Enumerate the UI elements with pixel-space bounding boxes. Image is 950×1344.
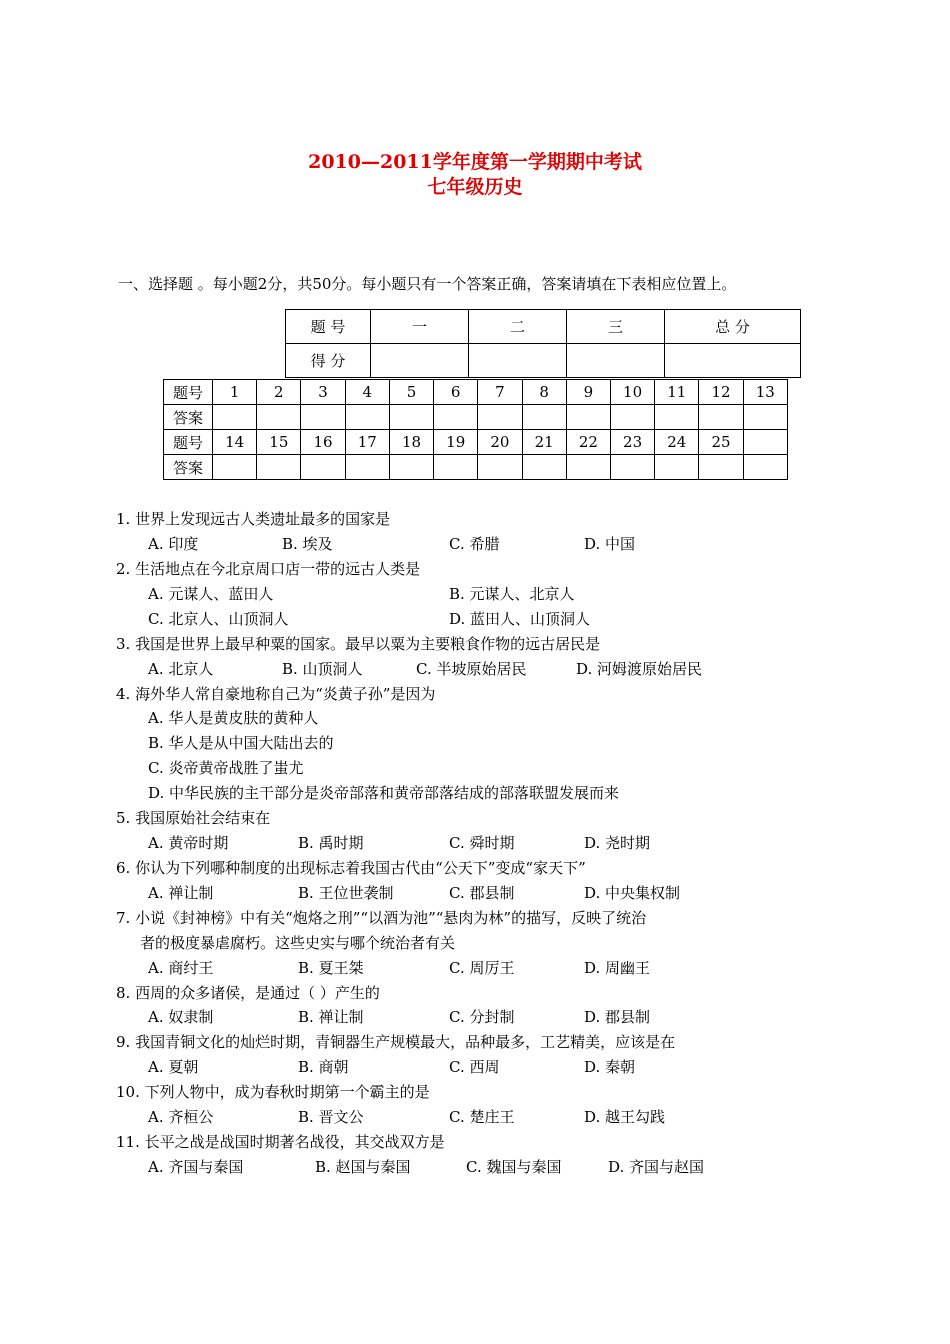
- answer-cell[interactable]: [301, 405, 345, 430]
- score-row-label: 得 分: [286, 344, 371, 378]
- question-4: 4. 海外华人常自豪地称自己为“炎黄子孙”是因为: [116, 685, 436, 703]
- q5-option-a: A. 黄帝时期: [148, 834, 229, 852]
- answer-cell[interactable]: [743, 405, 787, 430]
- question-number: 23: [610, 430, 654, 455]
- question-number: 7: [478, 380, 522, 405]
- answer-cell[interactable]: [301, 455, 345, 480]
- question-number: 15: [257, 430, 301, 455]
- question-number: 8: [522, 380, 566, 405]
- q1-option-c: C. 希腊: [449, 535, 500, 553]
- question-number: 3: [301, 380, 345, 405]
- answer-cell[interactable]: [655, 455, 699, 480]
- q4-option-c: C. 炎帝黄帝战胜了蚩尤: [148, 759, 304, 777]
- question-11: 11. 长平之战是战国时期著名战役，其交战双方是: [116, 1133, 445, 1151]
- q9-option-a: A. 夏朝: [148, 1058, 199, 1076]
- question-number: 2: [257, 380, 301, 405]
- score-col-1: 一: [371, 310, 469, 344]
- q2-option-a: A. 元谋人、蓝田人: [148, 585, 274, 603]
- score-col-total: 总 分: [665, 310, 801, 344]
- answer-cell[interactable]: [478, 405, 522, 430]
- q11-option-b: B. 赵国与秦国: [315, 1158, 411, 1176]
- question-7: 7. 小说《封神榜》中有关“炮烙之刑”“以酒为池”“悬肉为林”的描写，反映了统治: [116, 909, 647, 927]
- question-1: 1. 世界上发现远古人类遗址最多的国家是: [116, 510, 391, 528]
- question-number-label: 题号: [164, 430, 213, 455]
- q7-option-c: C. 周厉王: [449, 959, 515, 977]
- q10-option-a: A. 齐桓公: [148, 1108, 214, 1126]
- q11-option-d: D. 齐国与赵国: [608, 1158, 705, 1176]
- q9-option-b: B. 商朝: [298, 1058, 349, 1076]
- q6-option-c: C. 郡县制: [449, 884, 515, 902]
- question-number: 12: [699, 380, 743, 405]
- q2-option-c: C. 北京人、山顶洞人: [148, 610, 289, 628]
- answer-cell[interactable]: [522, 455, 566, 480]
- q8-option-a: A. 奴隶制: [148, 1008, 214, 1026]
- q3-option-a: A. 北京人: [148, 660, 214, 678]
- answer-label: 答案: [164, 405, 213, 430]
- answer-label: 答案: [164, 455, 213, 480]
- question-5: 5. 我国原始社会结束在: [116, 809, 271, 827]
- q1-option-a: A. 印度: [148, 535, 199, 553]
- q9-option-d: D. 秦朝: [584, 1058, 636, 1076]
- q6-option-a: A. 禅让制: [148, 884, 214, 902]
- score-cell[interactable]: [371, 344, 469, 378]
- answer-cell[interactable]: [610, 405, 654, 430]
- score-header-label: 题 号: [286, 310, 371, 344]
- answer-cell[interactable]: [213, 405, 257, 430]
- answer-cell[interactable]: [434, 405, 478, 430]
- question-number: 24: [655, 430, 699, 455]
- question-7-continued: 者的极度暴虐腐朽。这些史实与哪个统治者有关: [140, 934, 456, 952]
- q4-option-a: A. 华人是黄皮肤的黄种人: [148, 709, 319, 727]
- q3-option-b: B. 山顶洞人: [282, 660, 363, 678]
- question-number: 22: [566, 430, 610, 455]
- q2-option-d: D. 蓝田人、山顶洞人: [449, 610, 591, 628]
- q10-option-c: C. 楚庄王: [449, 1108, 515, 1126]
- question-6: 6. 你认为下列哪种制度的出现标志着我国古代由“公天下”变成“家天下”: [116, 859, 586, 877]
- question-number: 25: [699, 430, 743, 455]
- score-cell[interactable]: [567, 344, 665, 378]
- q6-option-b: B. 王位世袭制: [298, 884, 394, 902]
- q1-option-d: D. 中国: [584, 535, 636, 553]
- q5-option-d: D. 尧时期: [584, 834, 651, 852]
- answer-cell[interactable]: [345, 455, 389, 480]
- answer-cell[interactable]: [566, 405, 610, 430]
- question-number: 20: [478, 430, 522, 455]
- q5-option-b: B. 禹时期: [298, 834, 364, 852]
- score-table: [285, 309, 801, 378]
- q4-option-b: B. 华人是从中国大陆出去的: [148, 734, 334, 752]
- q11-option-c: C. 魏国与秦国: [466, 1158, 562, 1176]
- question-number: 21: [522, 430, 566, 455]
- section-instruction: 一、选择题 。每小题2分，共50分。每小题只有一个答案正确，答案请填在下表相应位置上。: [118, 275, 737, 293]
- exam-title: 2010—2011学年度第一学期期中考试: [308, 151, 642, 173]
- answer-cell[interactable]: [610, 455, 654, 480]
- q7-option-b: B. 夏王桀: [298, 959, 364, 977]
- answer-cell[interactable]: [345, 405, 389, 430]
- answer-cell[interactable]: [699, 455, 743, 480]
- question-number: 11: [655, 380, 699, 405]
- question-3: 3. 我国是世界上最早种粟的国家。最早以粟为主要粮食作物的远古居民是: [116, 635, 601, 653]
- answer-cell[interactable]: [655, 405, 699, 430]
- question-number: 10: [610, 380, 654, 405]
- question-number: 5: [389, 380, 433, 405]
- answer-cell[interactable]: [257, 405, 301, 430]
- question-8: 8. 西周的众多诸侯，是通过（ ）产生的: [116, 984, 380, 1002]
- q5-option-c: C. 舜时期: [449, 834, 515, 852]
- question-number: 6: [434, 380, 478, 405]
- question-2: 2. 生活地点在今北京周口店一带的远古人类是: [116, 560, 421, 578]
- question-number: 14: [213, 430, 257, 455]
- question-number-label: 题号: [164, 380, 213, 405]
- answer-cell[interactable]: [434, 455, 478, 480]
- q10-option-d: D. 越王勾践: [584, 1108, 666, 1126]
- answer-cell[interactable]: [743, 455, 787, 480]
- q2-option-b: B. 元谋人、北京人: [449, 585, 575, 603]
- question-number: 16: [301, 430, 345, 455]
- score-cell[interactable]: [665, 344, 801, 378]
- question-number: 13: [743, 380, 787, 405]
- q8-option-b: B. 禅让制: [298, 1008, 364, 1026]
- answer-cell[interactable]: [389, 455, 433, 480]
- question-number: 1: [213, 380, 257, 405]
- q4-option-d: D. 中华民族的主干部分是炎帝部落和黄帝部落结成的部落联盟发展而来: [148, 784, 620, 802]
- answer-cell[interactable]: [257, 455, 301, 480]
- answer-cell[interactable]: [699, 405, 743, 430]
- q6-option-d: D. 中央集权制: [584, 884, 681, 902]
- answer-cell[interactable]: [522, 405, 566, 430]
- exam-subtitle: 七年级历史: [427, 176, 523, 198]
- q9-option-c: C. 西周: [449, 1058, 500, 1076]
- q1-option-b: B. 埃及: [282, 535, 333, 553]
- q10-option-b: B. 晋文公: [298, 1108, 364, 1126]
- question-number: 18: [389, 430, 433, 455]
- q7-option-a: A. 商纣王: [148, 959, 214, 977]
- question-number: 4: [345, 380, 389, 405]
- answer-cell[interactable]: [478, 455, 522, 480]
- score-col-2: 二: [469, 310, 567, 344]
- question-9: 9. 我国青铜文化的灿烂时期，青铜器生产规模最大，品种最多，工艺精美，应该是在: [116, 1033, 676, 1051]
- question-number: [743, 430, 787, 455]
- question-number: 9: [566, 380, 610, 405]
- score-col-3: 三: [567, 310, 665, 344]
- q8-option-c: C. 分封制: [449, 1008, 515, 1026]
- question-number: 19: [434, 430, 478, 455]
- answer-table: [163, 379, 788, 480]
- q11-option-a: A. 齐国与秦国: [148, 1158, 244, 1176]
- q3-option-c: C. 半坡原始居民: [416, 660, 527, 678]
- answer-cell[interactable]: [566, 455, 610, 480]
- q8-option-d: D. 郡县制: [584, 1008, 651, 1026]
- q7-option-d: D. 周幽王: [584, 959, 651, 977]
- answer-cell[interactable]: [213, 455, 257, 480]
- q3-option-d: D. 河姆渡原始居民: [576, 660, 703, 678]
- question-10: 10. 下列人物中，成为春秋时期第一个霸主的是: [116, 1083, 430, 1101]
- answer-cell[interactable]: [389, 405, 433, 430]
- question-number: 17: [345, 430, 389, 455]
- score-cell[interactable]: [469, 344, 567, 378]
